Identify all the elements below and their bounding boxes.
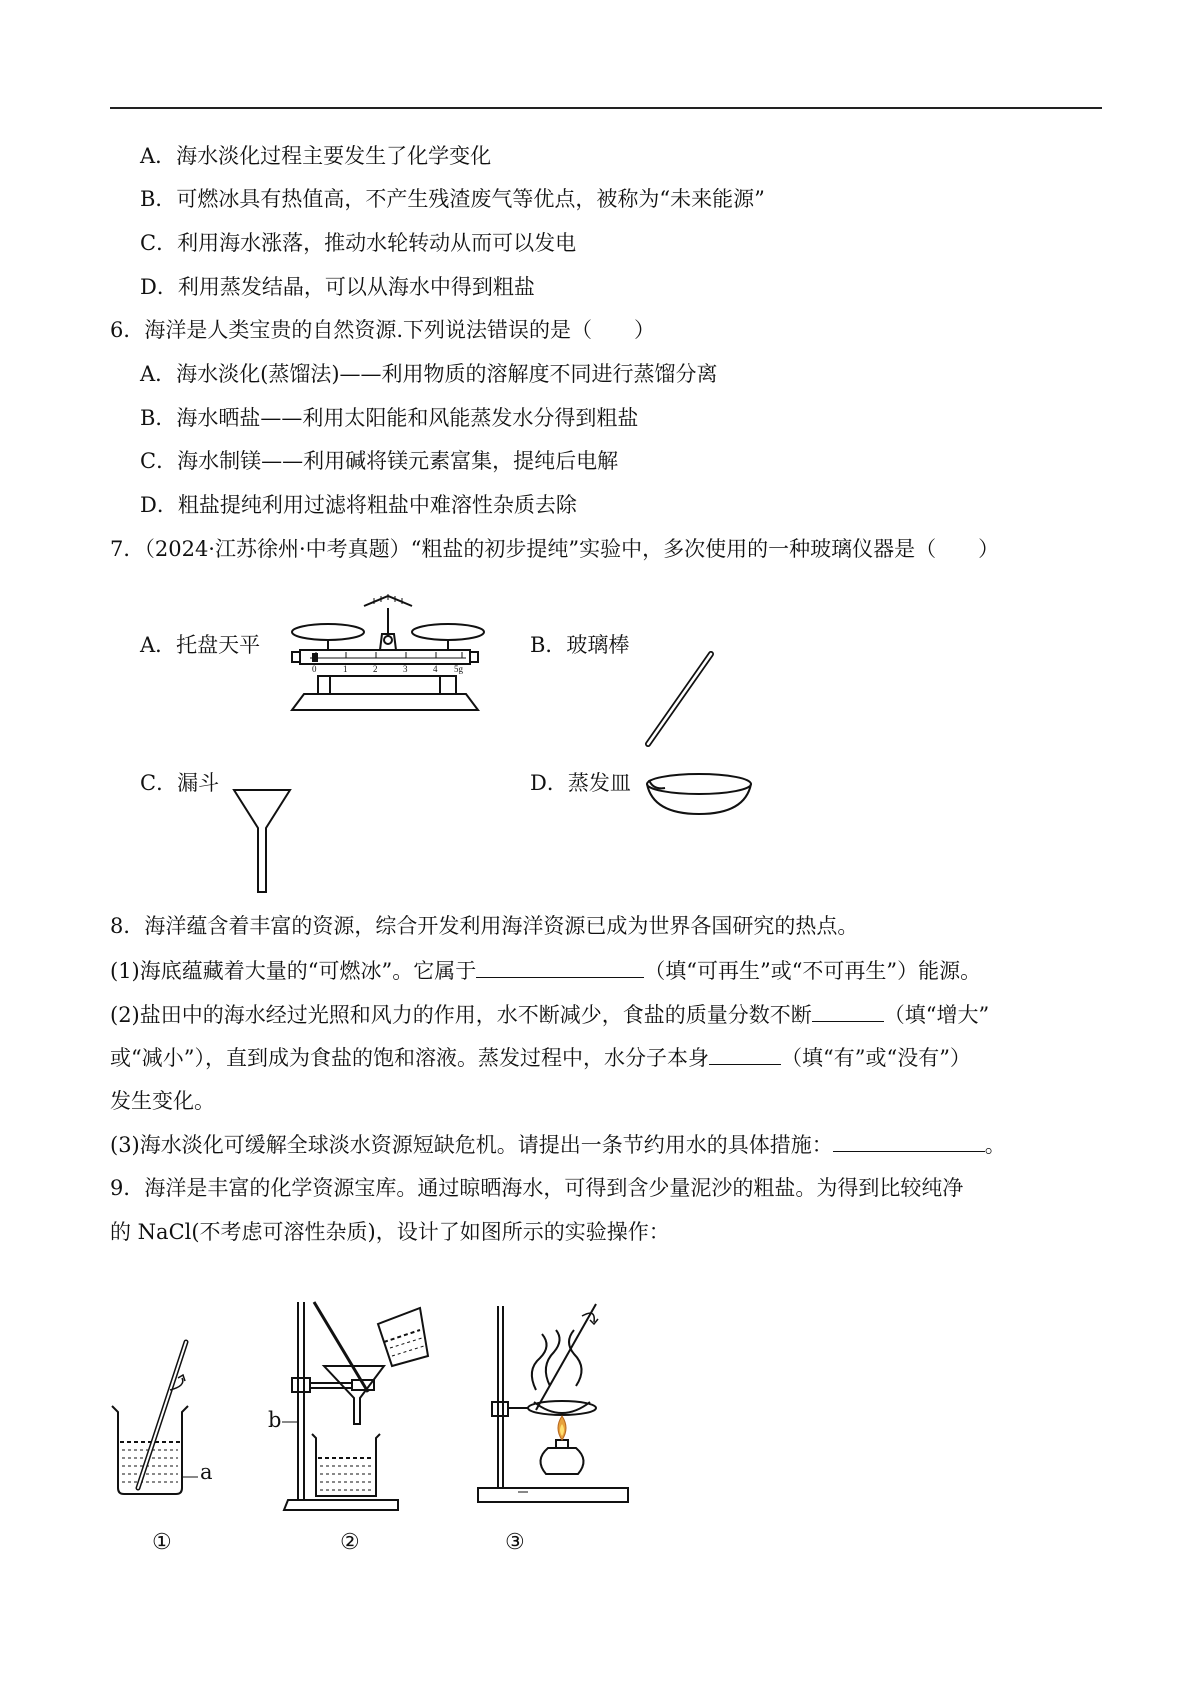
evaporation-apparatus-figure bbox=[470, 1290, 640, 1520]
label-b: b bbox=[268, 1408, 282, 1432]
figure-label-3: ③ bbox=[505, 1530, 525, 1555]
q8-part3-blank bbox=[833, 1129, 985, 1152]
q7-option-d: D．蒸发皿 bbox=[530, 771, 631, 795]
q5-option-c: C．利用海水涨落，推动水轮转动从而可以发电 bbox=[140, 231, 577, 255]
glass-rod-figure bbox=[640, 648, 720, 752]
q8-part3 bbox=[110, 1129, 1006, 1160]
q8-part2-line1 bbox=[110, 999, 989, 1030]
q8-part1-text-after: （填“可再生”或“不可再生”）能源。 bbox=[644, 959, 982, 983]
q8-part2-blank1 bbox=[812, 999, 884, 1022]
q8-part3-text-before: (3)海水淡化可缓解全球淡水资源短缺危机。请提出一条节约用水的具体措施： bbox=[110, 1133, 833, 1157]
q6-stem: 6．海洋是人类宝贵的自然资源.下列说法错误的是（ ） bbox=[110, 318, 656, 342]
q5-option-a: A．海水淡化过程主要发生了化学变化 bbox=[140, 144, 492, 168]
q6-option-c: C．海水制镁——利用碱将镁元素富集，提纯后电解 bbox=[140, 449, 619, 473]
q5-option-b: B．可燃冰具有热值高，不产生残渣废气等优点，被称为“未来能源” bbox=[140, 187, 765, 211]
q8-part2-line3: 发生变化。 bbox=[110, 1089, 215, 1113]
evaporating-dish-figure bbox=[643, 770, 755, 818]
q6-option-a: A．海水淡化(蒸馏法)——利用物质的溶解度不同进行蒸馏分离 bbox=[140, 362, 718, 386]
filtration-apparatus-figure bbox=[280, 1300, 430, 1520]
scale-tick-1: 1 bbox=[343, 664, 348, 674]
scale-tick-2: 2 bbox=[373, 664, 378, 674]
figure-label-2: ② bbox=[340, 1530, 360, 1555]
label-a: a bbox=[200, 1460, 213, 1484]
q5-option-d: D．利用蒸发结晶，可以从海水中得到粗盐 bbox=[140, 275, 535, 299]
q8-part1 bbox=[110, 955, 981, 986]
q8-part2-line2-after: （填“有”或“没有”） bbox=[780, 1046, 971, 1070]
q8-part2-line2 bbox=[110, 1042, 971, 1073]
q7-option-a: A．托盘天平 bbox=[140, 633, 261, 657]
q8-part1-blank bbox=[476, 955, 644, 978]
figure-label-1: ① bbox=[152, 1530, 172, 1555]
funnel-figure bbox=[232, 788, 292, 896]
q9-stem-line2: 的 NaCl(不考虑可溶性杂质)，设计了如图所示的实验操作： bbox=[110, 1220, 670, 1244]
q7-option-b: B．玻璃棒 bbox=[530, 633, 630, 657]
q8-part2-text-before: (2)盐田中的海水经过光照和风力的作用，水不断减少，食盐的质量分数不断 bbox=[110, 1003, 812, 1027]
scale-tick-0: 0 bbox=[312, 664, 317, 674]
scale-tick-5: 5g bbox=[454, 664, 463, 674]
balance-scale-figure bbox=[290, 588, 490, 718]
q6-option-d: D．粗盐提纯利用过滤将粗盐中难溶性杂质去除 bbox=[140, 493, 577, 517]
scale-tick-3: 3 bbox=[403, 664, 408, 674]
scale-tick-4: 4 bbox=[433, 664, 438, 674]
header-rule bbox=[110, 107, 1102, 109]
q8-part2-blank2 bbox=[709, 1042, 781, 1065]
q8-part2-text-after: （填“增大” bbox=[883, 1003, 990, 1027]
q8-part3-text-after: 。 bbox=[984, 1133, 1006, 1157]
q8-part1-text-before: (1)海底蕴藏着大量的“可燃冰”。它属于 bbox=[110, 959, 477, 983]
q8-stem: 8．海洋蕴含着丰富的资源，综合开发利用海洋资源已成为世界各国研究的热点。 bbox=[110, 914, 859, 938]
dissolving-beaker-figure bbox=[108, 1282, 238, 1512]
q7-option-c: C．漏斗 bbox=[140, 771, 220, 795]
q6-option-b: B．海水晒盐——利用太阳能和风能蒸发水分得到粗盐 bbox=[140, 406, 639, 430]
q8-part2-line2-before: 或“减小”），直到成为食盐的饱和溶液。蒸发过程中，水分子本身 bbox=[110, 1046, 709, 1070]
q7-stem: 7．（2024·江苏徐州·中考真题）“粗盐的初步提纯”实验中，多次使用的一种玻璃仪器是（ ） bbox=[110, 537, 1000, 561]
q9-stem-line1: 9．海洋是丰富的化学资源宝库。通过晾晒海水，可得到含少量泥沙的粗盐。为得到比较纯净 bbox=[110, 1176, 964, 1200]
